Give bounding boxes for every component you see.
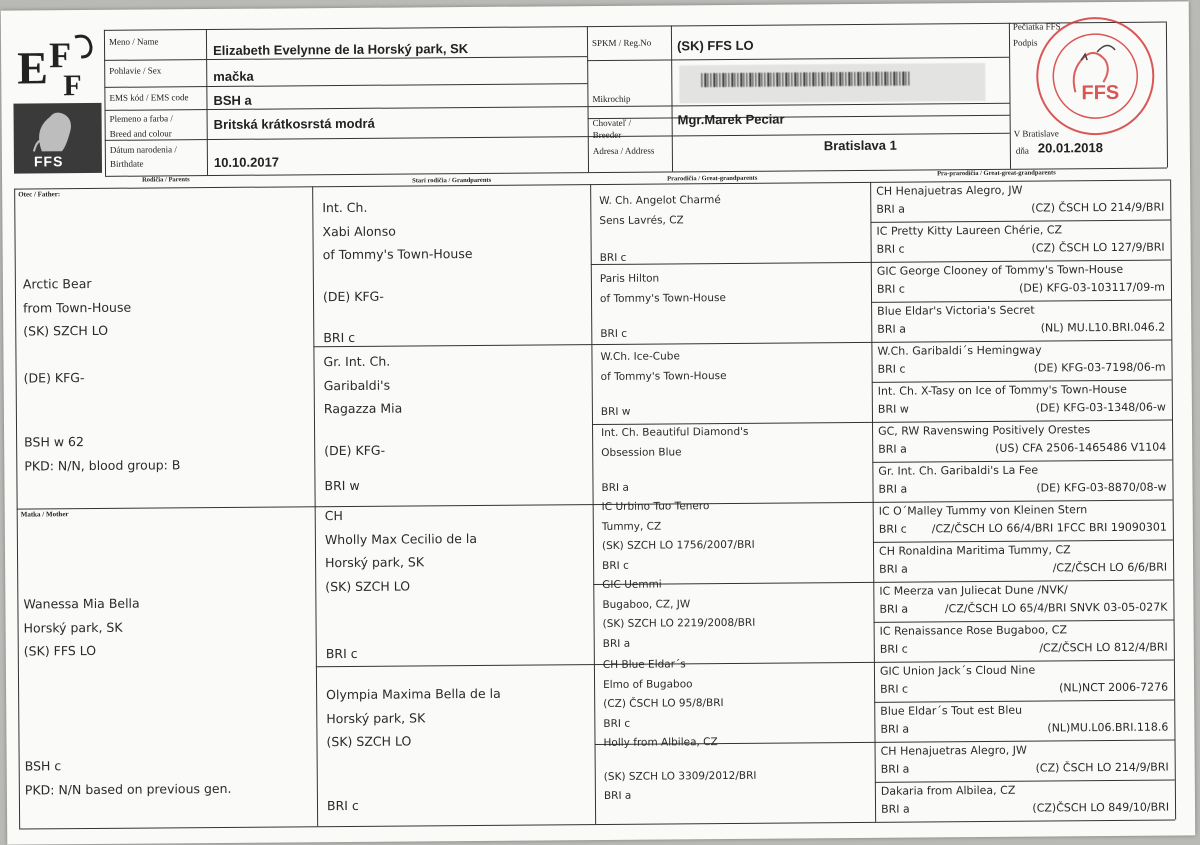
ancestor-reg: (CZ) ČSCH LO 127/9/BRI	[1031, 240, 1165, 255]
ggp-line: Bugaboo, CZ, JW	[602, 597, 691, 611]
ggp-line	[601, 386, 727, 403]
ancestor-name: IC Meerza van Juliecat Dune /NVK/	[879, 583, 1068, 598]
gp-line	[326, 619, 478, 642]
gp-line: Horský park, SK	[326, 709, 426, 726]
name-label: Meno / Name	[108, 36, 159, 47]
ancestor-color: BRI c	[878, 522, 907, 536]
chip-label: Mikrochip	[592, 93, 631, 105]
gp-line: BRI c	[325, 645, 358, 662]
gp-line	[327, 752, 502, 773]
ancestor-color: BRI a	[877, 322, 906, 336]
grandparent-cell	[322, 195, 473, 350]
father-spacer	[23, 342, 131, 366]
sign-label: Podpis	[1012, 37, 1038, 48]
grandparents-header: Starí rodičia / Grandparents	[412, 176, 492, 185]
gp-line: Olympia Maxima Bella de la	[326, 685, 501, 703]
ancestor-color: BRI a	[879, 562, 908, 576]
gp-line: Int. Ch.	[322, 199, 368, 216]
great-great-grandparent-cell	[870, 179, 1170, 221]
breed-label-2: Breed and colour	[109, 128, 172, 139]
place-label: V Bratislave	[1013, 128, 1059, 139]
official-stamp	[1031, 12, 1160, 141]
ggp-line	[601, 462, 748, 479]
great-grandparent-cell	[602, 575, 755, 654]
father-name-2: from Town-House	[23, 299, 132, 316]
ancestor-color: BRI c	[880, 682, 909, 696]
gp-line: Horský park, SK	[325, 554, 425, 571]
ggp-line: Paris Hilton	[599, 272, 660, 285]
parents-header: Rodičia / Parents	[142, 176, 190, 184]
ancestor-color: BRI a	[876, 202, 906, 216]
ggp-line: Holly from Albilea, CZ	[603, 736, 718, 749]
ancestor-name: GIC George Clooney of Tommy's Town-House	[876, 262, 1124, 278]
cat-name: Elizabeth Evelynne de la Horský park, SK	[213, 41, 469, 59]
dob-label-2: Birthdate	[109, 158, 144, 169]
ancestor-reg: (DE) KFG-03-1348/06-w	[1035, 400, 1166, 415]
stamp-text: FFS	[1081, 81, 1120, 105]
ancestor-reg: (DE) KFG-03-7198/06-m	[1033, 360, 1166, 375]
mother-reg: (SK) FFS LO	[23, 642, 97, 659]
ancestor-name: Dakaria from Albilea, CZ	[880, 783, 1016, 798]
gp-line: (SK) SZCH LO	[325, 577, 411, 594]
gp-line	[323, 265, 473, 284]
ggp-line: BRI a	[603, 789, 632, 802]
ancestor-name: GIC Union Jack´s Cloud Nine	[879, 663, 1036, 678]
ancestor-name: IC Pretty Kitty Laureen Chérie, CZ	[876, 223, 1063, 238]
breeder-label-1: Chovateľ /	[592, 117, 632, 129]
ancestor-reg: /CZ/ČSCH LO 65/4/BRI SNVK 03-05-027K	[944, 600, 1168, 616]
ggp-line: BRI c	[600, 327, 628, 340]
ancestor-color: BRI a	[878, 482, 908, 496]
great-great-grandparents-header: Pra-prarodičia / Great-great-grandparents	[937, 169, 1056, 178]
ggp-line: Tummy, CZ	[601, 520, 662, 533]
ancestor-name: Blue Eldar's Victoria's Secret	[877, 303, 1035, 318]
ggp-line: BRI c	[603, 717, 631, 730]
father-label: Otec / Father:	[18, 190, 61, 199]
ggp-line: of Tommy's Town-House	[599, 291, 726, 305]
gp-line: Xabi Alonso	[322, 223, 396, 239]
logo-text: FFS	[33, 153, 64, 170]
ancestor-name: Gr. Int. Ch. Garibaldi's La Fee	[878, 463, 1039, 478]
ancestor-name: Int. Ch. X-Tasy on Ice of Tommy's Town-House	[877, 382, 1127, 398]
ancestor-color: BRI a	[880, 802, 910, 816]
great-great-grandparent-cell	[873, 539, 1173, 581]
sex-value: mačka	[213, 68, 254, 85]
gp-line: (SK) SZCH LO	[326, 733, 412, 750]
ggp-line: (SK) SZCH LO 1756/2007/BRI	[601, 538, 755, 552]
great-grandparent-cell	[601, 423, 749, 499]
ggp-line: BRI c	[602, 559, 629, 572]
ggp-line: Elmo of Bugaboo	[603, 677, 693, 691]
ancestor-color: BRI a	[879, 602, 909, 616]
mother-cell	[23, 592, 140, 663]
breed-label-1: Plemeno a farba /	[109, 113, 173, 124]
ancestor-reg: (CZ) ČSCH LO 214/9/BRI	[1031, 200, 1165, 215]
ggp-line: Int. Ch. Beautiful Diamond's	[601, 425, 749, 439]
sex-label: Pohlavie / Sex	[109, 65, 162, 76]
gp-line: Wholly Max Cecilio de la	[324, 530, 478, 547]
ancestor-reg: (CZ)ČSCH LO 849/10/BRI	[1032, 800, 1170, 815]
reg-label: SPKM / Reg.No	[591, 37, 652, 49]
reg-value: (SK) FFS LO	[676, 37, 754, 54]
ancestor-reg: (CZ) ČSCH LO 214/9/BRI	[1035, 760, 1169, 775]
ggp-line: (SK) SZCH LO 2219/2008/BRI	[602, 616, 756, 630]
stamp-icon	[1031, 12, 1160, 141]
mother-name: Wanessa Mia Bella	[23, 595, 140, 612]
gp-line: Gr. Int. Ch.	[323, 353, 391, 370]
ancestor-reg: /CZ/ČSCH LO 6/6/BRI	[1052, 560, 1168, 575]
great-grandparents-header: Prarodičia / Great-grandparents	[667, 174, 758, 183]
father-cell-b	[24, 429, 180, 477]
address-value: Bratislava 1	[823, 137, 897, 154]
ancestor-color: BRI a	[880, 762, 910, 776]
grandparent-cell	[326, 682, 502, 817]
svg-text:F: F	[63, 69, 82, 103]
date-label: dňa	[1015, 145, 1029, 156]
great-grandparent-cell	[602, 497, 755, 576]
ggp-line: IC Urbino Tuo Tenero	[601, 500, 710, 513]
chip-barcode	[679, 63, 985, 103]
ggp-line	[600, 308, 726, 325]
breeder-value: Mgr.Marek Peciar	[677, 111, 785, 128]
great-great-grandparent-cell	[874, 659, 1174, 701]
mother-cell-b	[25, 753, 232, 802]
gp-line: BRI w	[324, 477, 360, 494]
great-great-grandparent-cell	[871, 259, 1171, 301]
ggp-line: (SK) SZCH LO 3309/2012/BRI	[603, 769, 757, 783]
ggp-line: of Tommy's Town-House	[600, 369, 727, 383]
great-great-grandparent-cell	[874, 699, 1174, 741]
gp-line: Ragazza Mia	[323, 400, 403, 417]
great-great-grandparent-cell	[875, 779, 1175, 821]
gp-line	[325, 597, 477, 620]
ggp-line: GIC Uemmi	[602, 578, 662, 591]
ggp-line	[604, 752, 757, 767]
great-great-grandparent-cell	[874, 619, 1174, 661]
ancestor-reg: /CZ/ČSCH LO 66/4/BRI 1FCC BRI 19090301	[931, 520, 1167, 536]
ggp-line: (CZ) ČSCH LO 95/8/BRI	[603, 697, 724, 710]
great-great-grandparent-cell	[871, 339, 1171, 381]
mother-ems: BSH c	[24, 758, 62, 774]
address-label: Adresa / Address	[592, 145, 655, 157]
ancestor-reg: (NL) MU.L10.BRI.046.2	[1040, 320, 1166, 335]
ancestor-name: CH Henajuetras Alegro, JW	[876, 183, 1023, 198]
ggp-line: Sens Lavrés, CZ	[599, 213, 684, 227]
great-great-grandparent-cell	[873, 579, 1173, 621]
gp-line: Garibaldi's	[323, 377, 391, 393]
ggp-line	[599, 230, 721, 249]
great-grandparent-cell	[600, 347, 726, 422]
father-reg: (SK) SZCH LO	[23, 322, 109, 339]
ancestor-reg: (US) CFA 2506-1465486 V1104	[995, 440, 1167, 455]
stamp-label: Pečiatka FFS	[1012, 21, 1061, 32]
mother-name-2: Horský park, SK	[23, 619, 123, 636]
ggp-line: W.Ch. Ice-Cube	[600, 350, 680, 363]
ancestor-name: IC Renaissance Rose Bugaboo, CZ	[879, 623, 1068, 638]
svg-text:E: E	[16, 42, 49, 94]
great-grandparent-cell	[603, 733, 756, 807]
breeder-label-2: Breeder	[592, 129, 622, 141]
great-great-grandparent-cell	[875, 739, 1175, 781]
ancestor-reg: /CZ/ČSCH LO 812/4/BRI	[1039, 640, 1168, 655]
ancestor-color: BRI c	[876, 242, 905, 256]
ancestor-name: CH Ronaldina Maritima Tummy, CZ	[878, 543, 1071, 558]
grandparent-cell	[323, 350, 402, 498]
gp-line	[323, 307, 473, 326]
great-grandparent-cell	[600, 269, 726, 344]
great-grandparent-cell	[603, 655, 724, 734]
ancestor-reg: (DE) KFG-03-103117/09-m	[1019, 280, 1166, 295]
ggp-line: CH Blue Eldar´s	[602, 658, 686, 671]
mother-pkd: PKD: N/N based on previous gen.	[24, 780, 232, 798]
gp-line: of Tommy's Town-House	[322, 245, 473, 263]
great-great-grandparent-cell	[873, 499, 1173, 541]
dob-label-1: Dátum narodenia /	[109, 144, 177, 155]
gp-line	[327, 772, 502, 793]
ancestor-reg: (DE) KFG-03-8870/08-w	[1036, 480, 1167, 495]
ancestor-name: CH Henajuetras Alegro, JW	[880, 743, 1027, 758]
mother-label: Matka / Mother	[20, 510, 69, 519]
ggp-line: W. Ch. Angelot Charmé	[599, 194, 721, 207]
ancestor-reg: (NL)MU.L06.BRI.118.6	[1047, 720, 1169, 735]
great-grandparent-cell	[599, 191, 721, 268]
ems-label: EMS kód / EMS code	[109, 92, 189, 103]
ancestor-name: GC, RW Ravenswing Positively Orestes	[878, 423, 1091, 438]
ggp-line: BRI c	[599, 251, 627, 264]
ancestor-reg: (NL)NCT 2006-7276	[1059, 680, 1169, 695]
gp-line: (DE) KFG-	[322, 288, 384, 304]
pedigree-document	[1, 1, 1196, 844]
ggp-line: BRI a	[601, 481, 629, 494]
father-cell	[23, 272, 132, 390]
ancestor-color: BRI c	[876, 282, 905, 296]
great-great-grandparent-cell	[872, 419, 1172, 461]
father-ems: BSH w 62	[24, 434, 84, 450]
great-great-grandparent-cell	[872, 459, 1172, 501]
gp-line	[324, 420, 402, 439]
great-great-grandparent-cell	[872, 379, 1172, 421]
svg-text:F: F	[48, 35, 72, 76]
ancestor-name: W.Ch. Garibaldi´s Hemingway	[877, 343, 1042, 358]
ancestor-color: BRI w	[877, 402, 909, 416]
grandparent-cell	[325, 503, 478, 666]
ffs-logo	[11, 25, 104, 176]
breed-value: Britská krátkosrstá modrá	[213, 115, 375, 133]
ancestor-color: BRI c	[877, 362, 906, 376]
ems-value: BSH a	[213, 92, 252, 109]
gp-line: BRI c	[326, 797, 359, 813]
great-great-grandparent-cell	[871, 299, 1171, 341]
gp-line: BRI c	[323, 329, 356, 346]
gp-line	[324, 462, 402, 475]
ancestor-color: BRI a	[880, 722, 910, 736]
ancestor-color: BRI a	[878, 442, 907, 456]
ancestor-name: IC O´Malley Tummy von Kleinen Stern	[878, 503, 1088, 518]
father-reg-2: (DE) KFG-	[23, 370, 85, 386]
father-name: Arctic Bear	[22, 275, 92, 292]
gp-line: CH	[324, 508, 343, 524]
ancestor-color: BRI c	[879, 642, 908, 656]
ancestor-name: Blue Eldar´s Tout est Bleu	[880, 703, 1023, 718]
great-great-grandparent-cell	[870, 219, 1170, 261]
ggp-line: Obsession Blue	[601, 445, 682, 459]
father-pkd: PKD: N/N, blood group: B	[24, 456, 181, 474]
ggp-line: BRI w	[600, 405, 631, 418]
issue-date: 20.01.2018	[1037, 140, 1103, 156]
ggp-line: BRI a	[602, 637, 631, 650]
dob-value: 10.10.2017	[213, 154, 280, 171]
gp-line: (DE) KFG-	[324, 442, 386, 458]
